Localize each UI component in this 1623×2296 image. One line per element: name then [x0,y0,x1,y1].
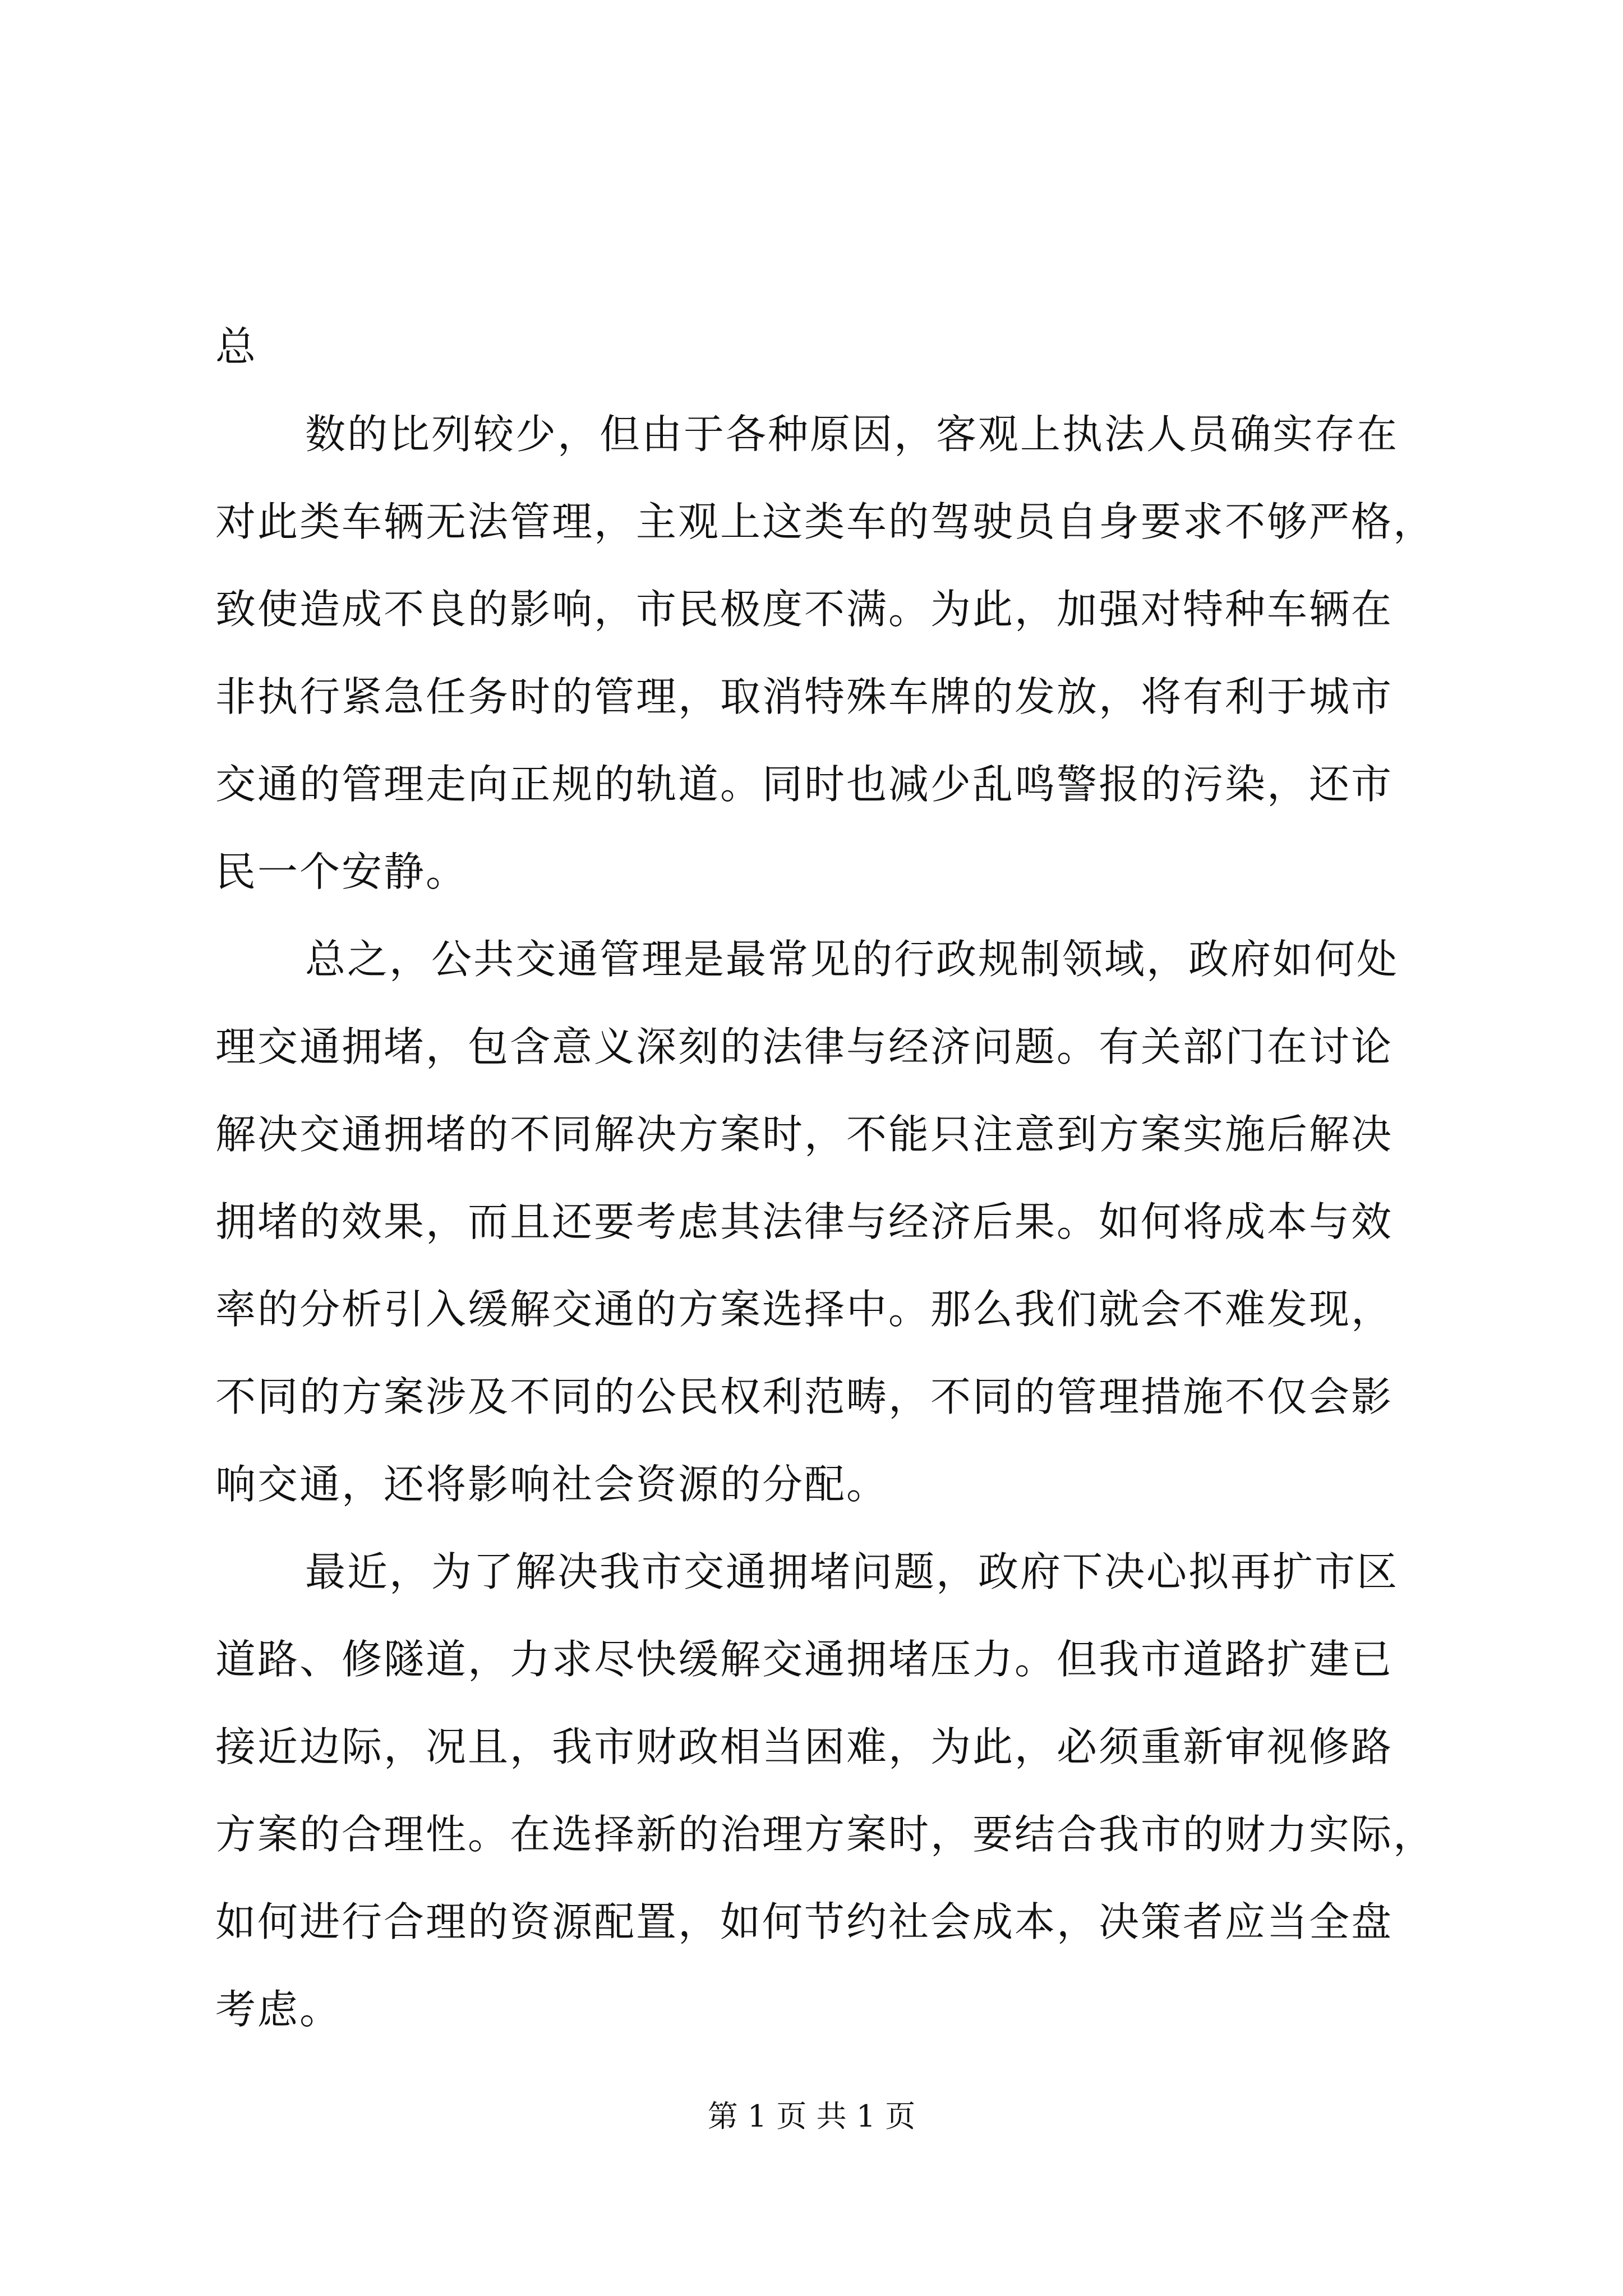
paragraph-2-line-6: 不同的方案涉及不同的公民权利范畴，不同的管理措施不仅会影 [215,1373,1394,1420]
paragraph-1-line-2: 对此类车辆无法管理，主观上这类车的驾驶员自身要求不够严格， [215,498,1436,545]
paragraph-2-line-4: 拥堵的效果，而且还要考虑其法律与经济后果。如何将成本与效 [215,1198,1394,1245]
paragraph-3-line-3: 接近边际，况且，我市财政相当困难，为此，必须重新审视修路 [215,1723,1394,1770]
paragraph-1-line-6: 民一个安静。 [215,848,468,895]
paragraph-3-line-2: 道路、修隧道，力求尽快缓解交通拥堵压力。但我市道路扩建已 [215,1636,1394,1683]
paragraph-3-line-4: 方案的合理性。在选择新的治理方案时，要结合我市的财力实际， [215,1811,1436,1858]
paragraph-3-line-1: 最近，为了解决我市交通拥堵问题，政府下决心拟再扩市区 [305,1548,1399,1595]
paragraph-1-line-5: 交通的管理走向正规的轨道。同时也减少乱鸣警报的污染，还市 [215,761,1394,808]
document-body [215,303,1444,2053]
paragraph-3-line-5: 如何进行合理的资源配置，如何节约社会成本，决策者应当全盘 [215,1898,1394,1945]
paragraph-1-line-3: 致使造成不良的影响，市民极度不满。为此，加强对特种车辆在 [215,586,1394,633]
text-line-1: 总 [215,323,258,370]
paragraph-2-line-3: 解决交通拥堵的不同解决方案时，不能只注意到方案实施后解决 [215,1111,1394,1158]
paragraph-2-line-7: 响交通，还将影响社会资源的分配。 [215,1461,889,1508]
paragraph-3-line-6: 考虑。 [215,1986,342,2033]
paragraph-1-line-1: 数的比列较少，但由于各种原因，客观上执法人员确实存在 [305,411,1399,458]
paragraph-2-line-1: 总之，公共交通管理是最常见的行政规制领域，政府如何处 [305,936,1399,983]
paragraph-2-line-2: 理交通拥堵，包含意义深刻的法律与经济问题。有关部门在讨论 [215,1023,1394,1070]
paragraph-2-line-5: 率的分析引入缓解交通的方案选择中。那么我们就会不难发现， [215,1286,1394,1333]
paragraph-1-line-4: 非执行紧急任务时的管理，取消特殊车牌的发放，将有利于城市 [215,673,1394,720]
page-footer: 第 1 页 共 1 页 [707,2099,916,2134]
